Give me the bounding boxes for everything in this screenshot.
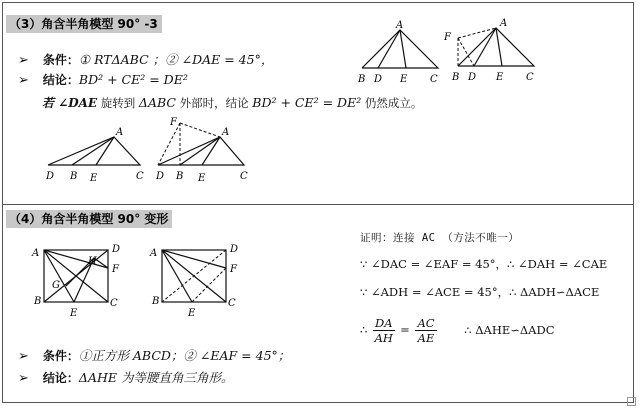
condition-line-2: [18, 348, 290, 365]
square-figure-2: [148, 240, 248, 320]
proof-line-1: ∵ ∠DAC = ∠EAF = 45°，∴ ∠DAH = ∠CAE: [360, 257, 608, 271]
bullet-icon: ➢: [18, 53, 29, 68]
label-e: E: [198, 173, 206, 184]
section-divider: [2, 204, 634, 205]
extension-suffix: 仍然成立。: [361, 96, 423, 110]
triangle-figure-3: [40, 125, 150, 185]
therefore-symbol: ∴: [360, 322, 368, 337]
label-d: D: [230, 244, 239, 255]
section-3-heading: （3）角含半角模型 90° -3: [6, 15, 162, 33]
fraction-ac-ae: $\frac{AC}{AE}$: [417, 316, 435, 345]
label-a: A: [150, 248, 158, 259]
bullet-icon: ➢: [18, 349, 29, 364]
label-a: A: [32, 248, 40, 259]
label-g: G: [52, 280, 60, 291]
label-d: D: [46, 171, 55, 182]
section-4-heading: （4）角含半角模型 90° 变形: [6, 210, 172, 228]
triangle-figure-2: [440, 14, 550, 90]
conclusion-label: 结论：: [42, 371, 79, 385]
condition-text: ① RTΔABC ；② ∠DAE = 45°，: [78, 52, 274, 67]
label-f: F: [112, 264, 119, 275]
label-c: C: [240, 171, 248, 182]
label-a: A: [500, 18, 508, 29]
label-c: C: [136, 171, 144, 182]
label-b: B: [176, 171, 184, 182]
label-f: F: [444, 32, 451, 43]
label-b: B: [358, 74, 366, 85]
label-d: D: [468, 72, 477, 83]
condition-line-1: [18, 52, 273, 69]
condition-label: 条件：: [42, 53, 79, 67]
extension-mid-2: 外部时，结论: [175, 96, 253, 110]
label-e: E: [188, 308, 196, 319]
triangle-figure-1: [350, 20, 450, 90]
label-c: C: [526, 72, 534, 83]
condition-label: 条件：: [42, 349, 79, 363]
label-c: C: [430, 74, 438, 85]
proof-line-2: ∵ ∠ADH = ∠ACE = 45°，∴ ΔADH∽ΔACE: [360, 285, 600, 299]
label-b: B: [452, 72, 460, 83]
label-a: A: [396, 20, 404, 31]
label-a: A: [222, 127, 230, 138]
label-f: F: [230, 264, 237, 275]
label-e: E: [70, 308, 78, 319]
label-b: B: [152, 296, 160, 307]
resize-handle-icon[interactable]: [627, 397, 636, 406]
conclusion-line-2: [18, 370, 233, 387]
label-d: D: [156, 171, 165, 182]
fraction-da-ah: $\frac{DA}{AH}$: [374, 316, 393, 345]
label-c: C: [110, 298, 118, 309]
conclusion-label: 结论：: [42, 73, 79, 87]
equals-sign: =: [400, 322, 410, 337]
label-b: B: [34, 296, 42, 307]
bullet-icon: ➢: [18, 73, 29, 88]
condition-text: ①正方形 ABCD；② ∠EAF = 45°；: [78, 348, 291, 363]
label-d: D: [112, 244, 121, 255]
bullet-icon: ➢: [18, 371, 29, 386]
label-c: C: [228, 298, 236, 309]
label-a: A: [116, 127, 124, 138]
label-e: E: [90, 173, 98, 184]
extension-line: [42, 95, 422, 111]
extension-triangle: ΔABC: [138, 95, 176, 110]
triangle-figure-4: [150, 115, 260, 187]
proof-title-text: 证明：连接 AC （方法不唯一）: [360, 232, 520, 244]
label-h: H: [88, 256, 97, 267]
conclusion-formula: BD² + CE² = DE²: [78, 72, 188, 87]
extension-formula: BD² + CE² = DE²: [252, 95, 362, 110]
conclusion-text: ΔAHE 为等腰直角三角形。: [78, 370, 234, 385]
proof-title: [360, 230, 519, 245]
label-b: B: [70, 171, 78, 182]
proof-line-3-conclusion: ∴ ΔAHE∽ΔADC: [464, 322, 555, 337]
label-d: D: [374, 74, 383, 85]
extension-mid-1: 旋转到: [97, 96, 139, 110]
label-f: F: [170, 117, 177, 128]
extension-prefix: 若 ∠DAE: [42, 96, 98, 110]
label-e: E: [496, 72, 504, 83]
label-e: E: [400, 74, 408, 85]
proof-line-3: [360, 316, 555, 345]
square-figure-1: [30, 240, 130, 320]
conclusion-line-1: [18, 72, 188, 89]
